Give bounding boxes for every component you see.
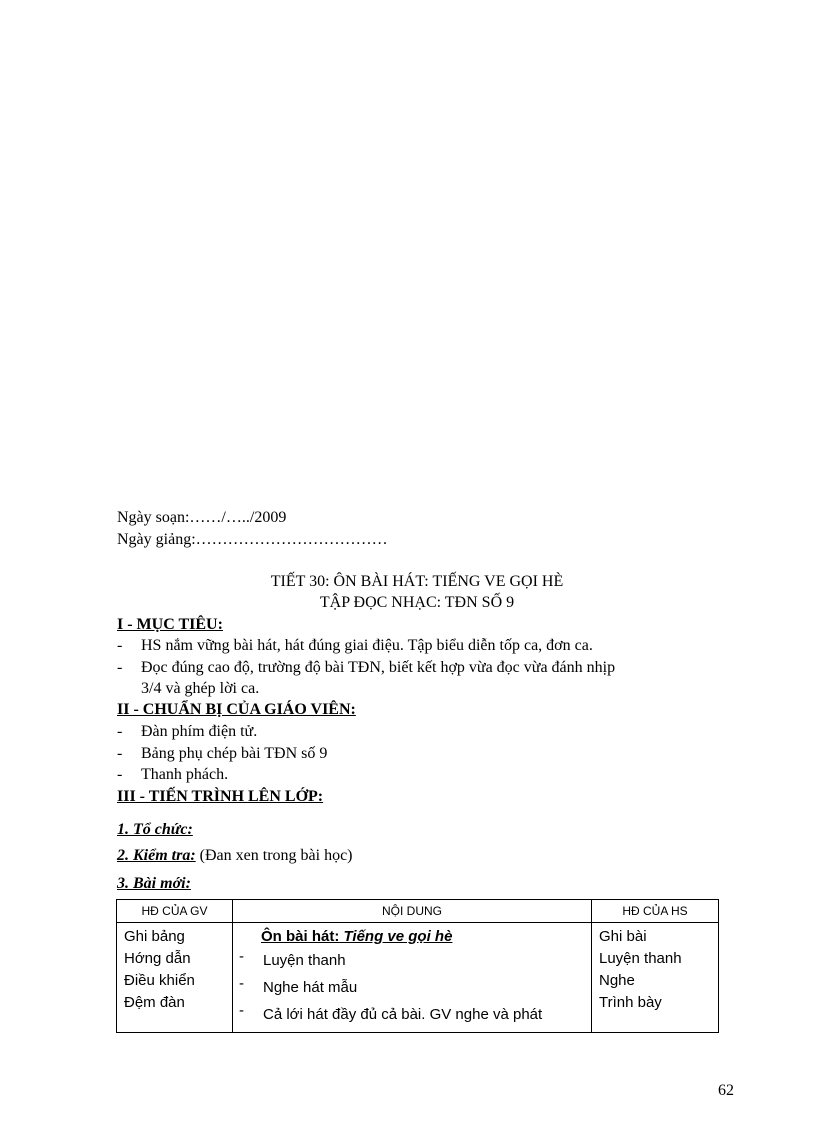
content-item: - Cả lới hát đầy đủ cả bài. GV nghe và phát xyxy=(239,1002,543,1023)
hs-item: Luyện thanh xyxy=(599,950,682,967)
gv-item: Đệm đàn xyxy=(124,994,185,1011)
header-noi-dung: NỘI DUNG xyxy=(233,900,592,923)
gv-item: Điều khiển xyxy=(124,972,195,989)
lesson-title: TIẾT 30: ÔN BÀI HÁT: TIẾNG VE GỌI HÈ xyxy=(270,573,564,590)
list-item-continuation: 3/4 và ghép lời ca. xyxy=(141,680,260,697)
section-2-heading: II - CHUẨN BỊ CỦA GIÁO VIÊN: xyxy=(117,701,356,718)
hs-item: Ghi bài xyxy=(599,928,647,945)
ngay-giang: Ngày giảng:……………………………… xyxy=(117,531,388,548)
kiem-tra-text: (Đan xen trong bài học) xyxy=(195,847,353,864)
content-item: - Luyện thanh xyxy=(239,948,346,969)
header-hd-gv: HĐ CỦA GV xyxy=(117,900,233,923)
table-header-row xyxy=(117,900,719,923)
content-cell xyxy=(233,923,592,1033)
gv-item: Hớng dẫn xyxy=(124,950,191,967)
kiem-tra-line xyxy=(117,846,353,866)
header-hd-hs: HĐ CỦA HS xyxy=(592,900,719,923)
hs-cell xyxy=(592,923,719,1033)
document-page: Ngày soạn:……/…../2009 Ngày giảng:……………………………… TIẾT 30: ÔN BÀI HÁT: TIẾNG VE GỌI HÈ TẬP ĐỌC NHẠC: TĐN SỐ 9 I - MỤC TIÊU: - HS nắm vững bài hát, hát đúng giai điệu. Tập biểu diễn tốp ca, đơn ca. - Đọc đúng cao độ, trường độ bài TĐN, biết kết hợp vừa đọc vừa đánh nhịp 3/4 và ghép lời ca. II - CHUẨN BỊ CỦA GIÁO VIÊN: - Đàn phím điện tử. - Bảng phụ chép bài TĐN số 9 - Thanh phách. III - TIẾN TRÌNH LÊN LỚP: 1. Tổ chức: 2. Kiểm tra: (Đan xen trong bài học) 3. Bài mới: HĐ CỦA GV NỘI DUNG HĐ CỦA HS Ghi bảng Hớng dẫn Điều khiển Đệm đàn Ôn bài hát: Tiếng ve gọi hè - Luyện thanh - Nghe hát mẫu - Cả lới hát đầy đủ cả bài. GV nghe và phát Ghi bài Luyện thanh Nghe Trình bày 62 xyxy=(117,509,734,1099)
kiem-tra-label: 2. Kiểm tra: xyxy=(117,847,196,864)
lesson-subtitle: TẬP ĐỌC NHẠC: TĐN SỐ 9 xyxy=(319,594,515,611)
gv-item: Ghi bảng xyxy=(124,928,185,945)
lesson-table xyxy=(116,899,719,1033)
page-number: 62 xyxy=(718,1082,734,1099)
content-title: Ôn bài hát: Tiếng ve gọi hè xyxy=(261,928,453,945)
section-1-heading: I - MỤC TIÊU: xyxy=(117,616,223,633)
hs-item: Nghe xyxy=(599,972,635,989)
ngay-soan: Ngày soạn:……/…../2009 xyxy=(117,509,287,526)
section-3-heading: III - TIẾN TRÌNH LÊN LỚP: xyxy=(117,788,324,805)
content-item: - Nghe hát mẫu xyxy=(239,975,358,996)
bai-moi-heading: 3. Bài mới: xyxy=(117,875,191,892)
table-row xyxy=(117,923,719,1033)
to-chuc-heading: 1. Tổ chức: xyxy=(117,821,193,838)
gv-cell xyxy=(117,923,233,1033)
hs-item: Trình bày xyxy=(599,994,662,1011)
